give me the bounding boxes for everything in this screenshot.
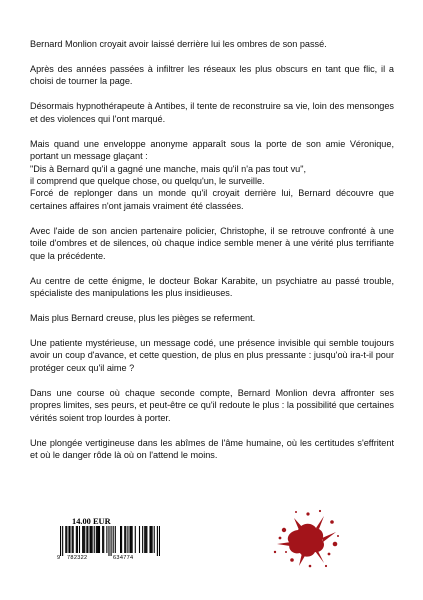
synopsis-paragraph-9: Mais plus Bernard creuse, plus les pièges se referment. bbox=[30, 313, 256, 324]
barcode-bar bbox=[89, 526, 90, 553]
synopsis-paragraph-2: Après des années passées à infiltrer les réseaux les plus obscurs en tant que flic, il a choisi de tourner la page. bbox=[30, 64, 394, 87]
synopsis-paragraph-5: il comprend que quelque chose, ou quelqu'un, le surveille. bbox=[30, 176, 265, 187]
barcode-bar bbox=[152, 526, 153, 553]
barcode-bar bbox=[66, 526, 67, 553]
barcode-bar bbox=[96, 526, 97, 553]
barcode-bar bbox=[76, 526, 77, 553]
barcode-bar bbox=[82, 526, 83, 553]
barcode-bar bbox=[72, 526, 73, 553]
barcode-bar bbox=[132, 526, 133, 553]
barcode-bar bbox=[91, 526, 92, 553]
barcode-bar bbox=[151, 526, 152, 553]
barcode-bar bbox=[157, 526, 158, 556]
barcode-bar bbox=[108, 526, 109, 556]
synopsis-paragraph-3: Désormais hypnothérapeute à Antibes, il tente de reconstruire sa vie, loin des mensonges et des violences qui l'ont marqué. bbox=[30, 101, 394, 124]
barcode-bar bbox=[129, 526, 130, 553]
price-label: 14.00 EUR bbox=[72, 517, 111, 526]
barcode-bar bbox=[98, 526, 99, 553]
barcode-bar bbox=[154, 526, 155, 553]
barcode-bar bbox=[144, 526, 145, 553]
synopsis-paragraph-8: Au centre de cette énigme, le docteur Bokar Karabite, un psychiatre au passé trouble, spécialiste des manipulations les plus insidieuses. bbox=[30, 275, 394, 299]
barcode-bar bbox=[159, 526, 160, 556]
barcode-bar bbox=[69, 526, 70, 553]
barcode-bar bbox=[115, 526, 116, 553]
barcode-bar bbox=[79, 526, 80, 553]
synopsis-paragraph-7: Avec l'aide de son ancien partenaire policier, Christophe, il se retrouve confronté à une toile d'ombres et de silences, où chaque indice semble mener à une vérité plus terrifiante que la précédente. bbox=[30, 225, 394, 261]
barcode-bar bbox=[86, 526, 87, 553]
barcode-bar bbox=[87, 526, 88, 553]
barcode-bar bbox=[77, 526, 78, 553]
blood-splatter-icon bbox=[272, 508, 342, 570]
barcode-bars bbox=[60, 526, 160, 556]
barcode-bar bbox=[103, 526, 104, 553]
barcode-bar bbox=[92, 526, 93, 553]
barcode-bar bbox=[125, 526, 126, 553]
barcode-bar bbox=[139, 526, 140, 553]
barcode-bar bbox=[145, 526, 146, 553]
barcode-bar bbox=[111, 526, 112, 556]
barcode-bar bbox=[106, 526, 107, 553]
barcode-bar bbox=[97, 526, 98, 553]
barcode-bar bbox=[131, 526, 132, 553]
synopsis-paragraph-10: Une patiente mystérieuse, un message codé, une présence invisible qui semble toujours avoir un coup d'avance, et cette question, de plus en plus pressante : jusqu'où ira-t-il pour protéger ceux qu'il aime ? bbox=[30, 338, 394, 373]
barcode bbox=[60, 526, 160, 556]
barcode-bar bbox=[62, 526, 63, 556]
synopsis bbox=[30, 38, 394, 474]
barcode-digit-first: 9 bbox=[57, 555, 61, 561]
barcode-bar bbox=[142, 526, 143, 553]
synopsis-paragraph-12: Une plongée vertigineuse dans les abîmes de l'âme humaine, où les certitudes s'effritent et où le danger rôde là où on l'attend le moins. bbox=[30, 437, 394, 461]
barcode-bar bbox=[68, 526, 69, 553]
barcode-bar bbox=[149, 526, 150, 553]
barcode-group-right: 634774 bbox=[113, 555, 134, 561]
barcode-bar bbox=[84, 526, 85, 553]
barcode-bar bbox=[94, 526, 95, 553]
barcode-bar bbox=[146, 526, 147, 553]
synopsis-paragraph-11: Dans une course où chaque seconde compte, Bernard Monlion devra affronter ses propres limites, ses peurs, et peut-être ce qu'il redoute le plus : la possibilité que certaines vérités soient trop lourdes à porter. bbox=[30, 387, 394, 423]
barcode-bar bbox=[120, 526, 121, 553]
barcode-bar bbox=[113, 526, 114, 553]
barcode-bar bbox=[127, 526, 128, 553]
barcode-bar bbox=[124, 526, 125, 553]
synopsis-paragraph-4: Mais quand une enveloppe anonyme apparaît sous la porte de son amie Véronique, portant un message glaçant : bbox=[30, 138, 394, 162]
barcode-bar bbox=[99, 526, 100, 553]
barcode-group-left: 782322 bbox=[67, 555, 88, 561]
blood-splatter-image bbox=[272, 508, 342, 570]
barcode-bar bbox=[121, 526, 122, 553]
barcode-bar bbox=[83, 526, 84, 553]
barcode-bar bbox=[60, 526, 61, 556]
synopsis-paragraph-6: Forcé de replonger dans un monde qu'il croyait derrière lui, Bernard découvre que certaines affaires n'ont jamais vraiment été classées. bbox=[30, 188, 394, 211]
barcode-bar bbox=[135, 526, 136, 553]
synopsis-paragraph-1: Bernard Monlion croyait avoir laissé derrière lui les ombres de son passé. bbox=[30, 39, 327, 49]
synopsis-quote: "Dis à Bernard qu'il a gagné une manche, mais qu'il n'a pas tout vu", bbox=[30, 163, 306, 174]
barcode-bar bbox=[65, 526, 66, 553]
barcode-bar bbox=[102, 526, 103, 553]
barcode-bar bbox=[73, 526, 74, 553]
